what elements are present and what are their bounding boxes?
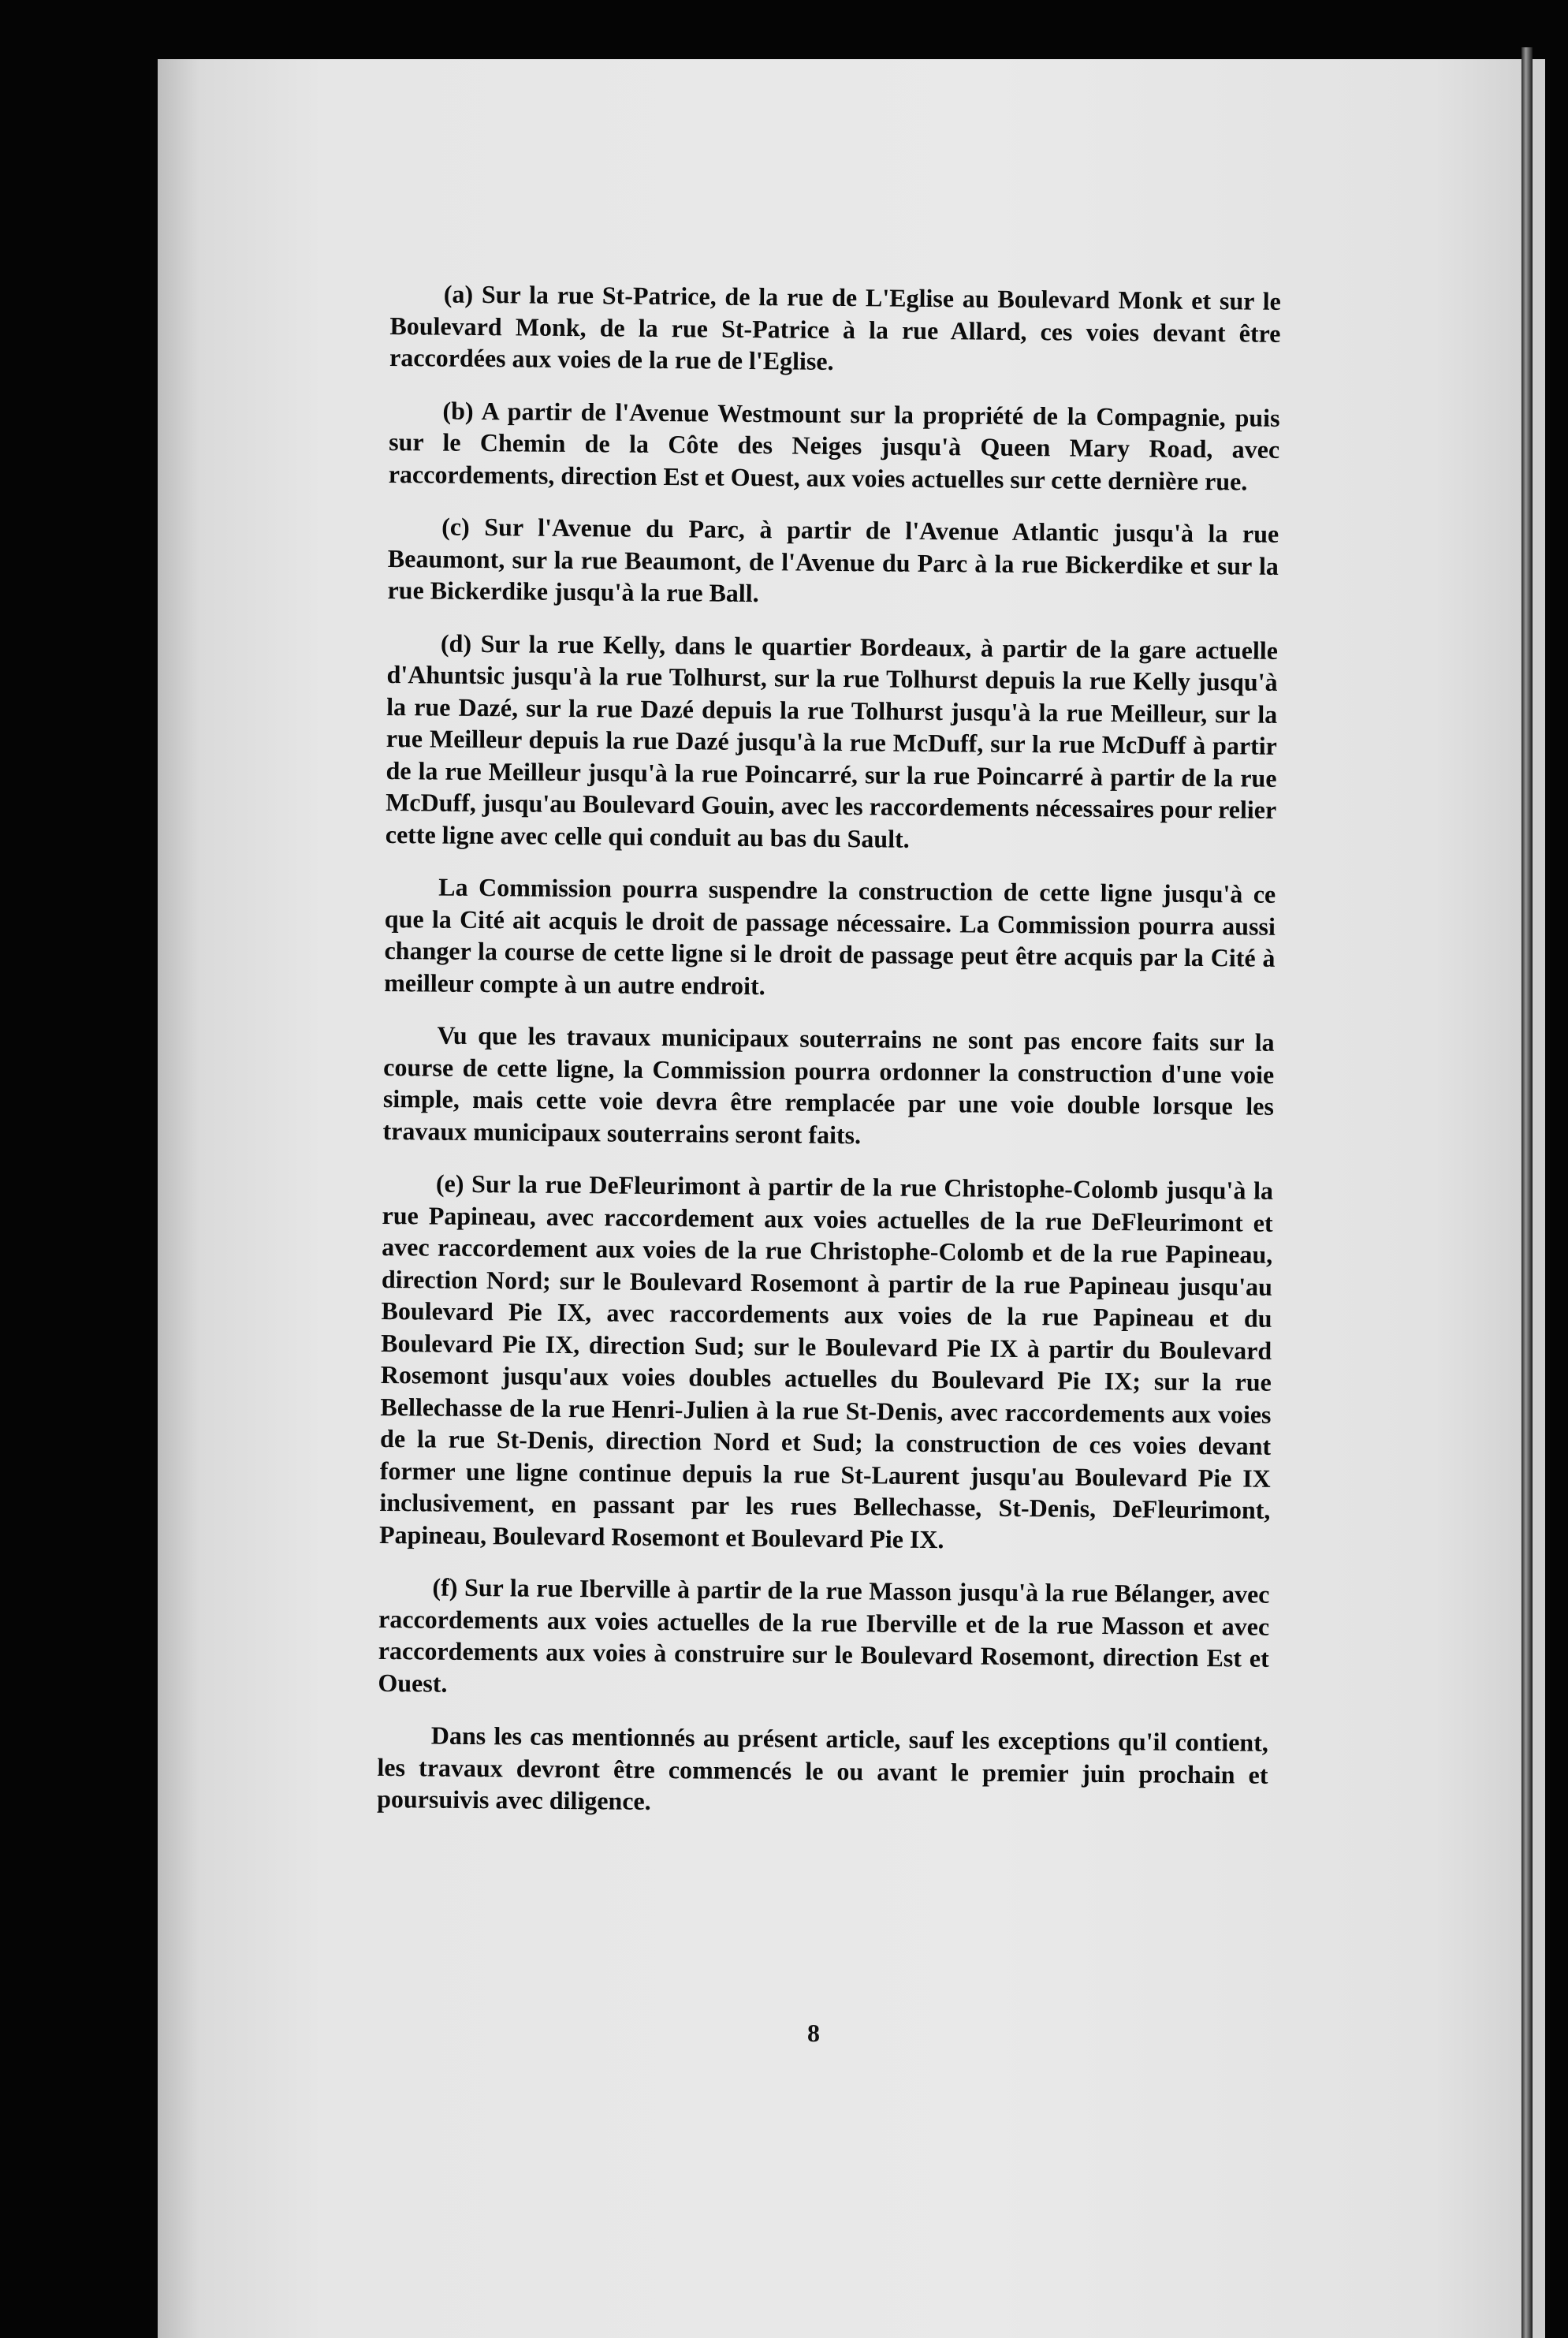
page-number: 8: [807, 2019, 820, 2047]
paragraph-d: (d) Sur la rue Kelly, dans le quartier Bordeaux, à partir de la gare actuelle d'Ahuntsic jusqu'à la rue Tolhurst, sur la rue Tolhurst depuis la rue Kelly jusqu'à la rue Dazé, sur la rue Dazé depuis la rue Tolhurst jusqu'à la rue Meilleur, sur la rue Meilleur depuis la rue Dazé jusqu'à la rue McDuff, sur la rue McDuff à partir de la rue Meilleur jusqu'à la rue Poincarré, sur la rue Poincarré à partir de la rue McDuff, jusqu'au Boulevard Gouin, avec les raccordements nécessaires pour relier cette ligne avec celle qui conduit au bas du Sault.: [385, 628, 1279, 853]
paragraph-c: (c) Sur l'Avenue du Parc, à partir de l'Avenue Atlantic jusqu'à la rue Beaumont, sur la rue Beaumont, de l'Avenue du Parc à la rue Bickerdike et sur la rue Bickerdike jusqu'à la rue Ball.: [387, 512, 1279, 608]
paragraph-commission: La Commission pourra suspendre la construction de cette ligne jusqu'à ce que la Cité ait acquis le droit de passage nécessaire. La Commission pourra aussi changer la course de cette ligne si le droit de passage peut être acquis par la Cité à meilleur compte à un autre endroit.: [384, 872, 1276, 1000]
paragraph-travaux: Vu que les travaux municipaux souterrains ne sont pas encore faits sur la course de cette ligne, la Commission pourra ordonner la construction d'une voie simple, mais cette voie devra être remplacée par une voie double lorsque les travaux municipaux souterrains seront faits.: [382, 1020, 1275, 1149]
paragraph-b: (b) A partir de l'Avenue Westmount sur la propriété de la Compagnie, puis sur le Chemin de la Côte des Neiges jusqu'à Queen Mary Road, avec raccordements, direction Est et Ouest, aux voies actuelles sur cette dernière rue.: [388, 396, 1280, 495]
paragraph-closing: Dans les cas mentionnés au présent article, sauf les exceptions qu'il contient, les travaux devront être commencés le ou avant le premier juin prochain et poursuivis avec diligence.: [377, 1721, 1268, 1815]
page-edge: [1521, 47, 1533, 2338]
paragraph-a: (a) Sur la rue St-Patrice, de la rue de L'Eglise au Boulevard Monk et sur le Boulevard Monk, de la rue St-Patrice à la rue Allard, ces voies devant être raccordées aux voies de la rue de l'Eglise.: [389, 279, 1281, 375]
paragraph-e: (e) Sur la rue DeFleurimont à partir de la rue Christophe-Colomb jusqu'à la rue Papineau, avec raccordement aux voies actuelles de la rue DeFleurimont et avec raccordement aux voies de la rue Christophe-Colomb et de la rue Papineau, direction Nord; sur le Boulevard Rosemont à partir de la rue Papineau jusqu'au Boulevard Pie IX, avec raccordements aux voies de la rue Papineau et du Boulevard Pie IX, direction Sud; sur le Boulevard Pie IX à partir du Boulevard Rosemont jusqu'aux voies doubles actuelles du Boulevard Pie IX; sur la rue Bellechasse de la rue Henri-Julien à la rue St-Denis, avec raccordements aux voies de la rue St-Denis, direction Nord et Sud; la construction de ces voies devant former une ligne continue depuis la rue St-Laurent jusqu'au Boulevard Pie IX inclusivement, en passant par les rues Bellechasse, St-Denis, DeFleurimont, Papineau, Boulevard Rosemont et Boulevard Pie IX.: [378, 1169, 1274, 1553]
paragraph-f: (f) Sur la rue Iberville à partir de la rue Masson jusqu'à la rue Bélanger, avec raccordements aux voies actuelles de la rue Iberville et de la rue Masson et avec raccordements aux voies à construire sur le Boulevard Rosemont, direction Est et Ouest.: [378, 1572, 1270, 1698]
body-text: [377, 278, 1281, 1843]
